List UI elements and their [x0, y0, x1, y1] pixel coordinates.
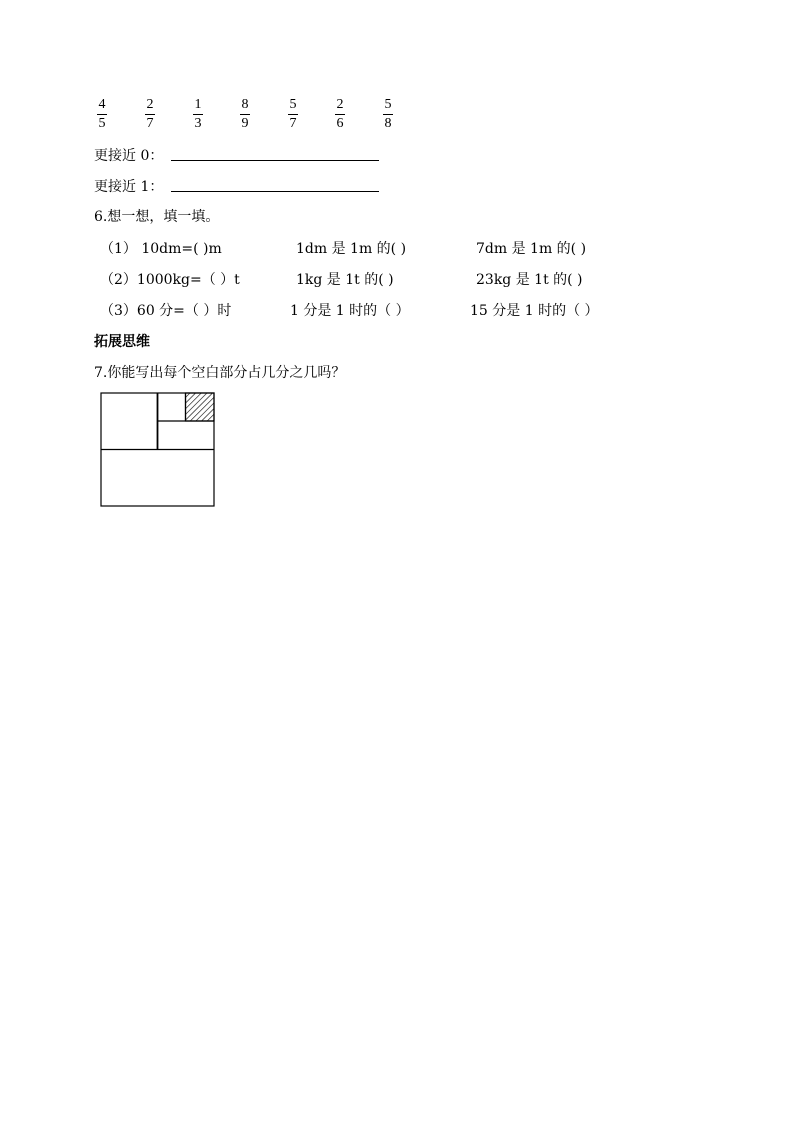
fraction-1 — [92, 97, 112, 132]
fraction-denominator: 8 — [384, 116, 392, 131]
q6-row-1-part-a: （1） 10dm=( )m — [100, 241, 222, 257]
fraction-denominator: 5 — [98, 116, 106, 131]
q6-row-2-part-a: （2）1000kg=（ ）t — [100, 272, 240, 288]
fraction-numerator: 5 — [384, 97, 392, 112]
fraction-denominator: 7 — [289, 116, 297, 131]
q6-row-1 — [0, 238, 794, 258]
partition-square-figure — [100, 392, 218, 510]
fraction-bar — [383, 114, 393, 115]
fraction-bar — [193, 114, 203, 115]
q6-row-3 — [0, 300, 794, 320]
q6-row-1-part-b: 1dm 是 1m 的( ) — [296, 241, 407, 257]
fraction-denominator: 3 — [194, 116, 202, 131]
fraction-bar — [145, 114, 155, 115]
fraction-7 — [378, 97, 398, 132]
fraction-3 — [188, 97, 208, 132]
fraction-numerator: 5 — [289, 97, 297, 112]
fraction-numerator: 2 — [146, 97, 154, 112]
closer-zero-answer-line[interactable] — [171, 160, 379, 161]
fraction-bar — [97, 114, 107, 115]
closer-zero-label: 更接近 0： — [94, 148, 164, 164]
q6-row-3-part-b: 1 分是 1 时的（ ） — [290, 303, 410, 319]
q6-row-1-part-c: 7dm 是 1m 的( ) — [476, 241, 587, 257]
fraction-denominator: 6 — [336, 116, 344, 131]
fraction-denominator: 9 — [241, 116, 249, 131]
section-title: 拓展思维 — [94, 334, 150, 350]
question-7-title: 7.你能写出每个空白部分占几分之几吗？ — [94, 365, 346, 381]
question-6-title: 6.想一想，填一填。 — [94, 209, 220, 225]
fraction-bar — [288, 114, 298, 115]
fraction-numerator: 1 — [194, 97, 202, 112]
q6-row-2-part-c: 23kg 是 1t 的( ) — [476, 272, 583, 288]
fraction-numerator: 8 — [241, 97, 249, 112]
closer-one-answer-line[interactable] — [171, 191, 379, 192]
fraction-numerator: 2 — [336, 97, 344, 112]
q6-row-2 — [0, 269, 794, 289]
fraction-bar — [240, 114, 250, 115]
fraction-numerator: 4 — [98, 97, 106, 112]
q6-row-3-part-c: 15 分是 1 时的（ ） — [470, 303, 599, 319]
fraction-4 — [235, 97, 255, 132]
fraction-5 — [283, 97, 303, 132]
fraction-denominator: 7 — [146, 116, 154, 131]
q6-row-3-part-a: （3）60 分=（ ）时 — [100, 303, 232, 319]
fraction-6 — [330, 97, 350, 132]
q6-row-2-part-b: 1kg 是 1t 的( ) — [296, 272, 394, 288]
fraction-2 — [140, 97, 160, 132]
closer-one-label: 更接近 1： — [94, 179, 164, 195]
shaded-region — [186, 393, 215, 421]
fraction-bar — [335, 114, 345, 115]
